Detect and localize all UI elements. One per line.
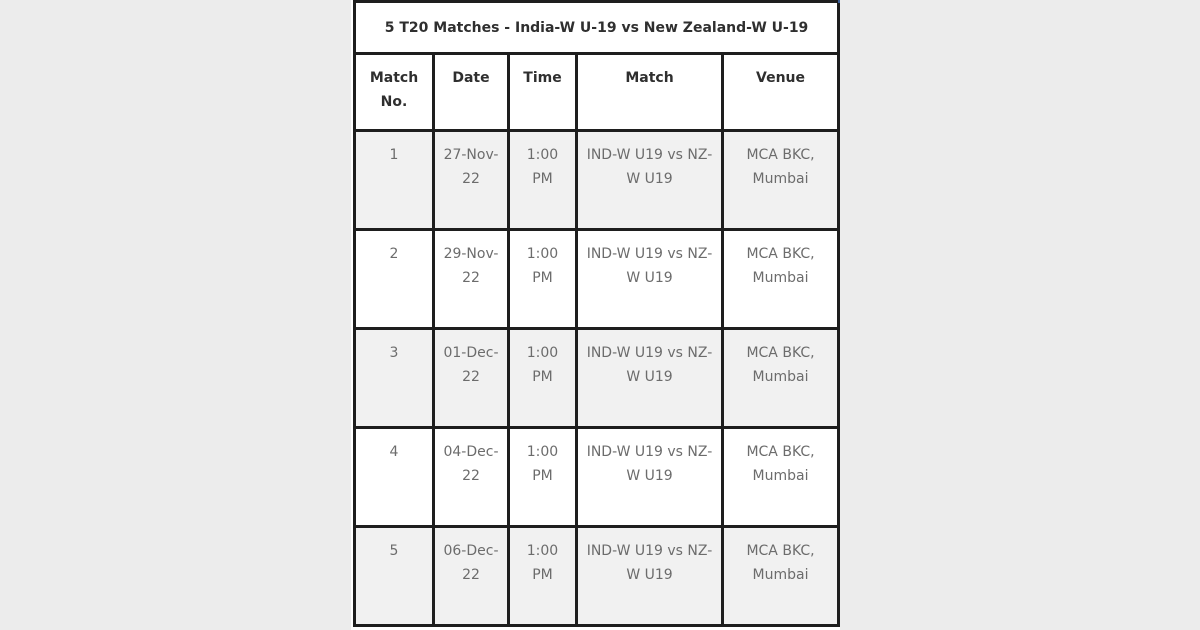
table-row (355, 527, 839, 626)
cell-match: IND-W U19 vs NZ-W U19 (577, 527, 723, 626)
column-header-row (355, 54, 839, 131)
cell-date: 27-Nov-22 (434, 131, 509, 230)
header-match: Match (577, 54, 723, 131)
cell-match: IND-W U19 vs NZ-W U19 (577, 428, 723, 527)
cell-date: 06-Dec-22 (434, 527, 509, 626)
cell-venue: MCA BKC, Mumbai (723, 527, 839, 626)
table-row (355, 428, 839, 527)
cell-time: 1:00 PM (509, 230, 577, 329)
cell-venue: MCA BKC, Mumbai (723, 131, 839, 230)
header-venue: Venue (723, 54, 839, 131)
header-time: Time (509, 54, 577, 131)
table-row (355, 329, 839, 428)
cell-time: 1:00 PM (509, 428, 577, 527)
cell-match: IND-W U19 vs NZ-W U19 (577, 329, 723, 428)
cell-match: IND-W U19 vs NZ-W U19 (577, 230, 723, 329)
cell-date: 01-Dec-22 (434, 329, 509, 428)
schedule-panel (351, 0, 840, 630)
cell-date: 29-Nov-22 (434, 230, 509, 329)
table-row (355, 131, 839, 230)
table-title: 5 T20 Matches - India-W U-19 vs New Zealand-W U-19 (355, 2, 839, 54)
cell-time: 1:00 PM (509, 131, 577, 230)
cell-venue: MCA BKC, Mumbai (723, 428, 839, 527)
top-edge-accent (838, 0, 840, 3)
cell-time: 1:00 PM (509, 527, 577, 626)
cell-match-no: 2 (355, 230, 434, 329)
table-title-row (355, 2, 839, 54)
cell-match-no: 5 (355, 527, 434, 626)
cell-match-no: 4 (355, 428, 434, 527)
cell-match-no: 1 (355, 131, 434, 230)
cell-venue: MCA BKC, Mumbai (723, 329, 839, 428)
header-date: Date (434, 54, 509, 131)
table-row (355, 230, 839, 329)
cell-match-no: 3 (355, 329, 434, 428)
match-schedule-table (353, 0, 840, 627)
cell-match: IND-W U19 vs NZ-W U19 (577, 131, 723, 230)
cell-venue: MCA BKC, Mumbai (723, 230, 839, 329)
cell-date: 04-Dec-22 (434, 428, 509, 527)
cell-time: 1:00 PM (509, 329, 577, 428)
header-match-no: Match No. (355, 54, 434, 131)
